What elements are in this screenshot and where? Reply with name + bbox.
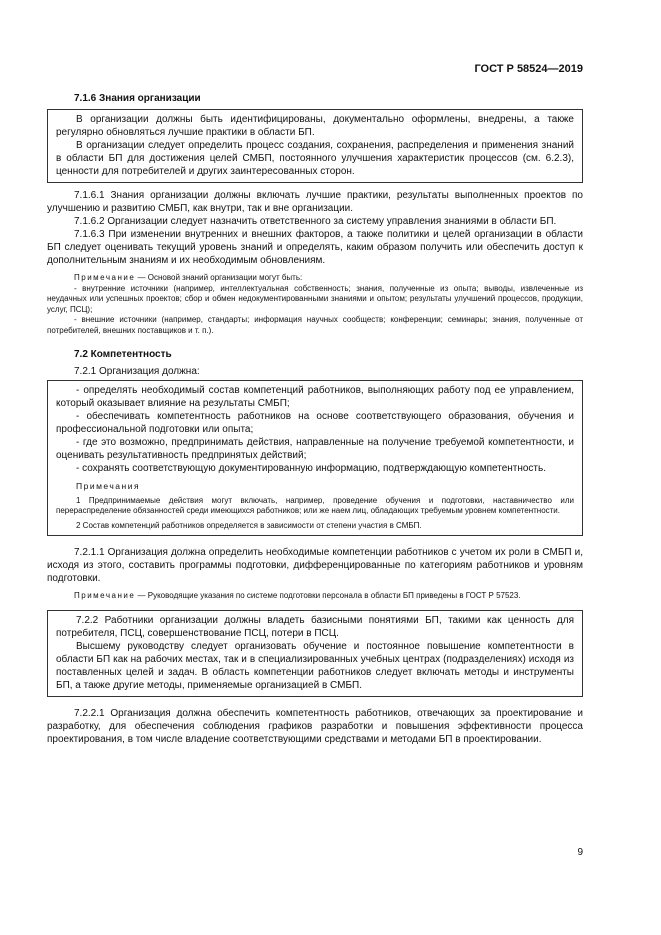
page-content xyxy=(47,92,583,746)
requirements-box-722 xyxy=(47,610,583,697)
notes-block xyxy=(56,481,574,531)
requirements-box-721 xyxy=(47,380,583,536)
note-item: - внутренние источники (например, интеллектуальная собственность; знания, полученные из опыта; выводы, извлеченные из неудачных или успешных проектов; сбор и обмен недокументированными знаниями и опытом; результаты улучшений процессов, продукции, услуг, ПСЦ); xyxy=(47,283,583,314)
note-label: Примечание xyxy=(74,591,136,600)
box-list-item: - сохранять соответствующую документированную информацию, подтверждающую компетентность. xyxy=(76,463,547,474)
paragraph-7161: 7.1.6.1 Знания организации должны включать лучшие практики, результаты выполненных проектов по улучшению и развитию СМБП, как внутри, так и вне организации. xyxy=(47,190,583,214)
paragraph-7211: 7.2.1.1 Организация должна определить необходимые компетенции работников с учетом их роли в СМБП и, исходя из этого, составить программы подготовки, дифференцированные по категориям работников и уровням подготовки. xyxy=(47,547,583,584)
section-heading-72: 7.2 Компетентность xyxy=(74,349,172,360)
box-list-item: - обеспечивать компетентность работников на основе соответствующего образования, обучения и профессиональной подготовки или опыта; xyxy=(56,411,574,435)
box-paragraph: Высшему руководству следует организовать обучение и постоянное повышение компетентности в области БП как на рабочих местах, так и в специализированных учебных центрах (подразделениях) исходя из поставленных целей и задач. В область компетенции работников следует включать методы и инструменты БП, а также другие методы, применяемые организацией в СМБП. xyxy=(56,640,574,691)
requirements-box-716 xyxy=(47,109,583,183)
section-heading-716: 7.1.6 Знания организации xyxy=(74,93,201,104)
box-paragraph: В организации следует определить процесс создания, сохранения, распределения и применения знаний в области БП для достижения целей СМБП, постоянного улучшения характеристик процессов (см. 6.2.3), ценности для потребителей и других заинтересованных сторон. xyxy=(56,140,574,177)
note-2: 2 Состав компетенций работников определяется в зависимости от степени участия в СМБП. xyxy=(76,520,422,530)
note-item: - внешние источники (например, стандарты; информация научных сообществ; конференции; семинары; знания, полученные от потребителей, внешних поставщиков и т. п.). xyxy=(47,315,583,335)
standard-code: ГОСТ Р 58524—2019 xyxy=(474,63,583,75)
paragraph-721: 7.2.1 Организация должна: xyxy=(74,366,200,377)
note-text: — Руководящие указания по системе подготовки персонала в области БП приведены в ГОСТ Р 57523. xyxy=(135,591,521,600)
box-paragraph: 7.2.2 Работники организации должны владеть базисными понятиями БП, такими как ценность для потребителя, ПСЦ, совершенствование ПСЦ, потери в ПСЦ. xyxy=(56,614,574,639)
page-number: 9 xyxy=(577,847,583,858)
box-paragraph: В организации должны быть идентифицированы, документально оформлены, внедрены, а также регулярно обновляться лучшие практики в области БП. xyxy=(56,114,574,138)
paragraph-7163: 7.1.6.3 При изменении внутренних и внешних факторов, а также политики и целей организации в области БП следует оценивать текущий уровень знаний и определять, каким образом получить или обеспечить доступ к дополнительным знаниям и их необходимым обновлениям. xyxy=(47,229,583,266)
paragraph-7221: 7.2.2.1 Организация должна обеспечить компетентность работников, отвечающих за проектирование и разработку, для обеспечения соблюдения графиков разработки и повышения эффективности процесса проектирования, в том числе владение соответствующими средствами и методами БП в проектировании. xyxy=(47,707,583,745)
box-list-item: - где это возможно, предпринимать действия, направленные на получение требуемой компетентности, и оценивать результативность предпринятых действий; xyxy=(56,437,574,461)
note-7211 xyxy=(47,591,583,602)
note-label: Примечание xyxy=(74,273,136,282)
note-text: — Основой знаний организации могут быть: xyxy=(135,273,303,282)
note-716 xyxy=(47,273,583,284)
box-list-item: - определять необходимый состав компетенций работников, выполняющих работу под ее управлением, который оказывает влияние на результаты СМБП; xyxy=(56,385,574,409)
notes-label: Примечания xyxy=(76,481,141,491)
note-1: 1 Предпринимаемые действия могут включать, например, проведение обучения и подготовки, наставничество или перераспределение обязанностей среди имеющихся работников; или же наем лиц, обладающих требуемым уровнем компетентности. xyxy=(56,495,574,515)
paragraph-7162: 7.1.6.2 Организации следует назначить ответственного за систему управления знаниями в области БП. xyxy=(74,216,557,227)
